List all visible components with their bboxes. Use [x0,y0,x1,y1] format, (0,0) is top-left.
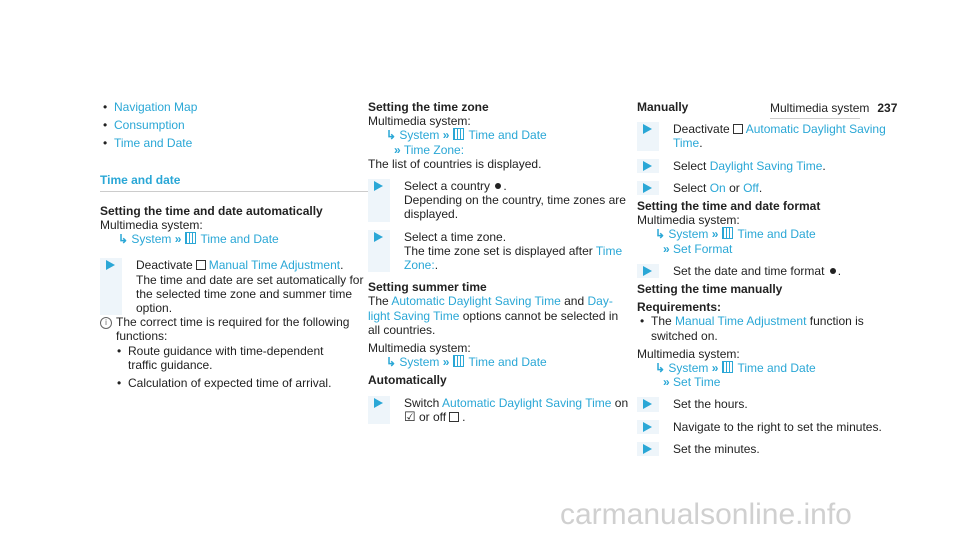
link-dst[interactable]: Daylight Saving Time [709,158,823,173]
step-arrow-icon [374,181,383,191]
link-auto-dst-time[interactable]: Time [673,136,700,151]
watermark: carmanualsonline.info [560,498,852,531]
link-consumption[interactable]: Consumption [114,118,185,133]
step-set-format: Set the date and time format . [637,264,897,278]
column-3: Manually Deactivate Automatic Daylight Saving Time. Select Daylight Saving Time. Select On or Off. Setting the time and date format Multimedia system: ↳ System » Time and Date » Set Format Set the date and time format . Setting the time manually Requirements: • The Manual Time Adjustment function is switched on. Multimedia system: ↳ System » Time and Date » Set Time Set the hours. Navigate to the right to set the minutes. Set the minutes. [637,100,897,456]
link-system[interactable]: System [131,232,172,247]
calendar-icon [722,361,733,373]
step-select-country: Select a country . Depending on the country, time zones are displayed. [368,179,628,222]
calendar-icon [185,232,196,244]
list-item: • Calculation of expected time of arrival. [100,376,370,390]
requirements-label: Requirements: [637,300,722,315]
step-arrow-icon [643,444,652,454]
menu-path-continued [368,143,628,157]
menu-path-continued [637,375,897,389]
section-title: Time and date [100,172,181,187]
link-system[interactable]: System [399,355,440,370]
checkbox-empty-icon [733,124,743,134]
menu-path [100,232,370,246]
heading-auto-time: Setting the time and date automatically [100,203,323,218]
double-chevron-icon: » [711,361,719,376]
checkbox-empty-icon [449,412,459,422]
list-item [100,136,370,150]
step-arrow-icon [643,422,652,432]
link-system[interactable]: System [668,361,709,376]
link-on[interactable]: On [709,180,726,195]
step-arrow-icon [643,266,652,276]
link-auto-dst[interactable]: Automatic Daylight Saving Time [391,294,561,309]
step-select-dst: Select Daylight Saving Time. [637,159,897,173]
heading-summer-time: Setting summer time [368,280,487,295]
step-arrow-icon [643,399,652,409]
menu-path-continued [637,242,897,256]
link-time-and-date[interactable]: Time and Date [468,355,547,370]
checkbox-empty-icon [196,260,206,270]
double-chevron-icon: » [711,227,719,242]
header-section: Multimedia system [770,101,870,115]
column-1: • Navigation Map • Consumption • Time and Date Time and date Setting the time and date automatically Multimedia system: ↳ System » Time and Date Deactivate Manual Time Adjustment. The time and date are set automatically for the selected time zone and summer time option. i The correct time is required for the following functions: • Route guidance with time-dependent traffic guidance. • Calculation of expected time of arrival. [100,100,370,390]
double-chevron-icon: » [663,375,670,390]
link-off[interactable]: Off [743,180,759,195]
path-arrow-icon: ↳ [655,227,666,242]
link-auto-dst[interactable]: Automatic Daylight Saving [745,122,886,137]
info-icon: i [100,317,112,329]
path-arrow-icon: ↳ [118,232,129,247]
column-2: Setting the time zone Multimedia system: ↳ System » Time and Date » Time Zone: The list of countries is displayed. Select a country . Depending on the country, time zones are displayed. Select a time zone. The time zone set is displayed after Time Zone:. Setting summer time The Automatic Daylight Saving Time and Day- light Saving Time options cannot be selected in all countries. Multimedia system: ↳ System » Time and Date Automatically Switch Automatic Daylight Saving Time on ☑ or off . [368,100,629,424]
link-set-format[interactable]: Set Format [673,241,733,256]
heading-manually: Manually [637,100,689,114]
double-chevron-icon: » [442,355,450,370]
heading-time-zone: Setting the time zone [368,100,489,114]
link-dst-b[interactable]: light Saving Time [368,308,460,323]
page-number: 237 [877,101,898,115]
step-arrow-icon [643,161,652,171]
step-set-hours: Set the hours. [637,397,897,411]
menu-path [637,227,897,241]
heading-format: Setting the time and date format [637,199,821,214]
step-arrow-icon [374,398,383,408]
step-navigate: Navigate to the right to set the minutes. [637,420,897,434]
step-arrow-icon [643,124,652,134]
link-navigation-map[interactable]: Navigation Map [114,100,198,114]
link-zone[interactable]: Zone: [404,258,435,273]
link-time-and-date[interactable]: Time and Date [114,136,193,151]
heading-automatically: Automatically [368,373,447,388]
list-item [100,118,370,132]
list-item: • The Manual Time Adjustment function is [637,314,897,328]
path-arrow-icon: ↳ [386,355,397,370]
step-arrow-icon [374,232,383,242]
heading-manual-time: Setting the time manually [637,282,783,297]
step-arrow-icon [106,260,115,270]
link-manual-time-adjustment[interactable]: Manual Time Adjustment [208,258,341,273]
double-chevron-icon: » [174,232,182,247]
step-select-on-off: Select On or Off. [637,181,897,195]
link-time-and-date[interactable]: Time and Date [200,232,279,247]
link-time-and-date[interactable]: Time and Date [468,128,547,143]
calendar-icon [453,128,464,140]
menu-path [368,355,628,369]
menu-path [368,128,628,142]
link-time-and-date[interactable]: Time and Date [737,361,816,376]
step-set-minutes: Set the minutes. [637,442,897,456]
calendar-icon [453,355,464,367]
calendar-icon [722,227,733,239]
step-arrow-icon [643,183,652,193]
link-time-and-date[interactable]: Time and Date [737,227,816,242]
multimedia-label: Multimedia system: [100,218,203,233]
radio-dot-icon [830,268,836,274]
step-deactivate: Deactivate Manual Time Adjustment. The time and date are set automatically for the selected time zone and summer time option. [100,258,370,315]
link-time[interactable]: Time [595,243,623,258]
list-item: • Route guidance with time-dependent [100,344,370,358]
step-deactivate-auto-dst: Deactivate Automatic Daylight Saving Time. [637,122,897,150]
step-select-time-zone: Select a time zone. The time zone set is displayed after Time Zone:. [368,230,628,273]
checkbox-checked-icon: ☑ [404,408,416,424]
double-chevron-icon: » [663,241,670,256]
link-time-zone[interactable]: Time Zone: [403,142,465,157]
link-set-time[interactable]: Set Time [673,375,721,390]
radio-dot-icon [495,183,501,189]
step-switch-auto-dst: Switch Automatic Daylight Saving Time on ☑ or off . [368,396,628,424]
link-dst-a[interactable]: Day- [587,294,613,309]
double-chevron-icon: » [394,142,401,157]
link-system[interactable]: System [668,227,709,242]
path-arrow-icon: ↳ [386,128,397,143]
double-chevron-icon: » [442,128,450,143]
menu-path [637,361,897,375]
list-item [100,100,370,114]
link-auto-dst[interactable]: Automatic Daylight Saving Time [442,395,612,410]
link-system[interactable]: System [399,128,440,143]
path-arrow-icon: ↳ [655,361,666,376]
link-manual-time-adjustment[interactable]: Manual Time Adjustment [675,314,807,329]
